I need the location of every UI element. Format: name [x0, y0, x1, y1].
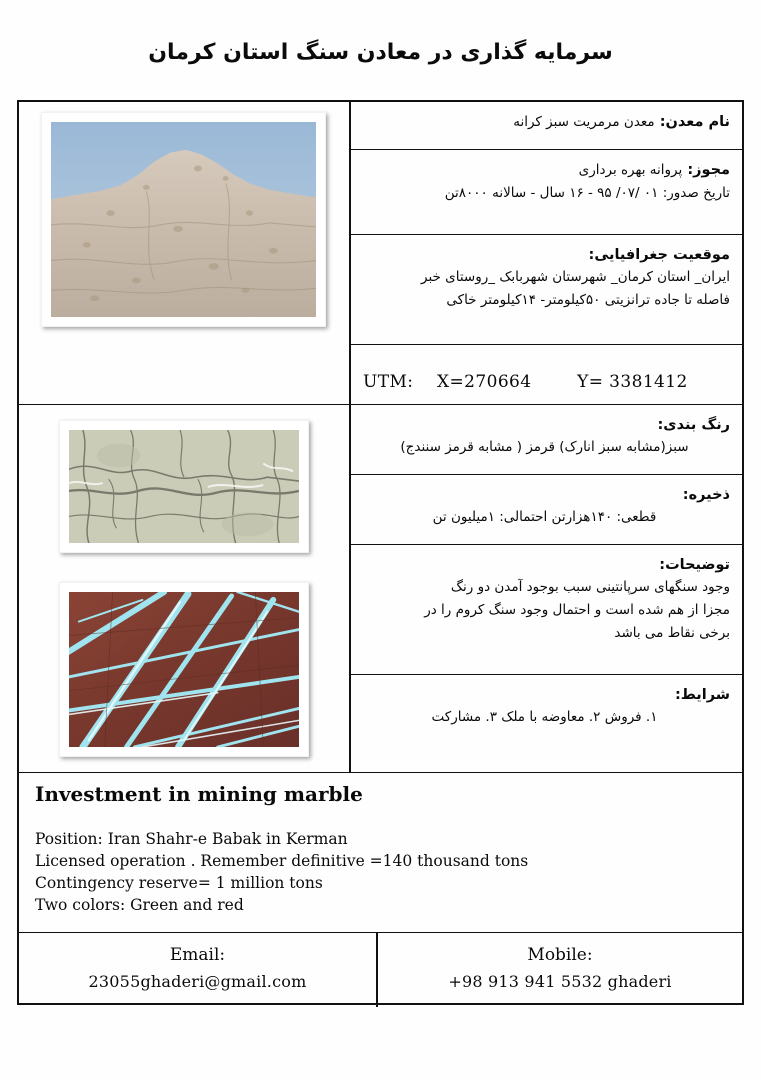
row-divider-mine-name — [349, 149, 742, 150]
email-value[interactable]: 23055ghaderi@gmail.com — [88, 971, 307, 991]
mobile-value[interactable]: +98 913 941 5532 ghaderi — [448, 971, 672, 991]
mobile-cell — [378, 934, 742, 1007]
license-row — [349, 154, 742, 234]
info-table — [17, 100, 744, 1005]
reserve-value: قطعی: ۱۴۰هزارتن احتمالی: ۱میلیون تن — [432, 509, 657, 526]
mine-name-text — [359, 111, 730, 134]
conditions-value: ۱. فروش ۲. معاوضه با ملک ۳. مشارکت — [431, 709, 658, 726]
description-line-1: وجود سنگهای سرپانتینی سبب بوجود آمدن دو رنگ — [450, 579, 730, 596]
location-line-1: ایران_ استان کرمان_ شهرستان شهربابک _روستای خبر — [421, 269, 730, 286]
reserve-row — [349, 479, 742, 544]
english-line-contingency: Contingency reserve= 1 million tons — [35, 874, 323, 892]
description-label: توضیحات: — [659, 557, 730, 573]
row-divider-conditions — [19, 772, 742, 773]
coloring-row — [349, 409, 742, 474]
mine-name-row — [349, 106, 742, 149]
utm-row — [349, 358, 742, 404]
row-divider-description — [349, 674, 742, 675]
utm-y-value: Y= 3381412 — [577, 372, 688, 392]
description-row — [349, 549, 742, 674]
english-line-license: Licensed operation . Remember definitive =140 thousand tons — [35, 852, 529, 870]
row-divider-license — [349, 234, 742, 235]
mine-hill-photo — [41, 112, 326, 327]
row-divider-reserve — [349, 544, 742, 545]
red-marble-image — [69, 592, 299, 747]
email-cell — [19, 934, 376, 1007]
english-heading: Investment in mining marble — [35, 782, 363, 806]
description-line-2: مجزا از هم شده است و احتمال وجود سنگ کروم را در — [424, 602, 730, 619]
row-divider-coloring — [349, 474, 742, 475]
license-issue-detail: تاریخ صدور: ۰۱ /۰۷/ ۹۵ - ۱۶ سال - سالانه ۸۰۰۰تن — [444, 184, 730, 201]
license-label: مجوز: — [687, 162, 730, 178]
green-marble-image — [69, 430, 299, 543]
utm-x-value: X=270664 — [437, 372, 532, 392]
page-title: سرمایه گذاری در معادن سنگ استان کرمان — [148, 40, 613, 65]
green-marble-photo — [59, 420, 309, 553]
mine-hill-image — [51, 122, 316, 317]
email-label: Email: — [169, 945, 226, 965]
row-divider-location — [349, 344, 742, 345]
english-summary — [19, 774, 742, 932]
red-marble-photo — [59, 582, 309, 757]
conditions-row — [349, 679, 742, 772]
coloring-label: رنگ بندی: — [657, 417, 730, 433]
row-divider-utm — [19, 404, 742, 405]
location-row — [349, 239, 742, 344]
license-line — [359, 159, 730, 182]
english-line-position: Position: Iran Shahr-e Babak in Kerman — [35, 830, 348, 848]
coloring-value: سبز(مشابه سبز انارک) قرمز ( مشابه قرمز سنندج) — [400, 439, 689, 456]
mine-name-value: معدن مرمریت سبز کرانه — [513, 114, 655, 130]
row-divider-english — [19, 932, 742, 933]
location-line-2: فاصله تا جاده ترانزیتی ۵۰کیلومتر- ۱۴کیلومتر خاکی — [446, 292, 730, 309]
location-label: موقعیت جغرافیایی: — [588, 247, 730, 263]
reserve-label: ذخیره: — [682, 487, 730, 503]
utm-label: UTM: — [363, 372, 414, 392]
description-line-3: برخی نقاط می باشد — [614, 625, 730, 642]
english-line-colors: Two colors: Green and red — [35, 896, 244, 914]
mobile-label: Mobile: — [527, 945, 593, 965]
mine-name-label: نام معدن: — [659, 114, 730, 130]
license-value: پروانه بهره برداری — [578, 162, 683, 178]
conditions-label: شرایط: — [674, 687, 730, 703]
